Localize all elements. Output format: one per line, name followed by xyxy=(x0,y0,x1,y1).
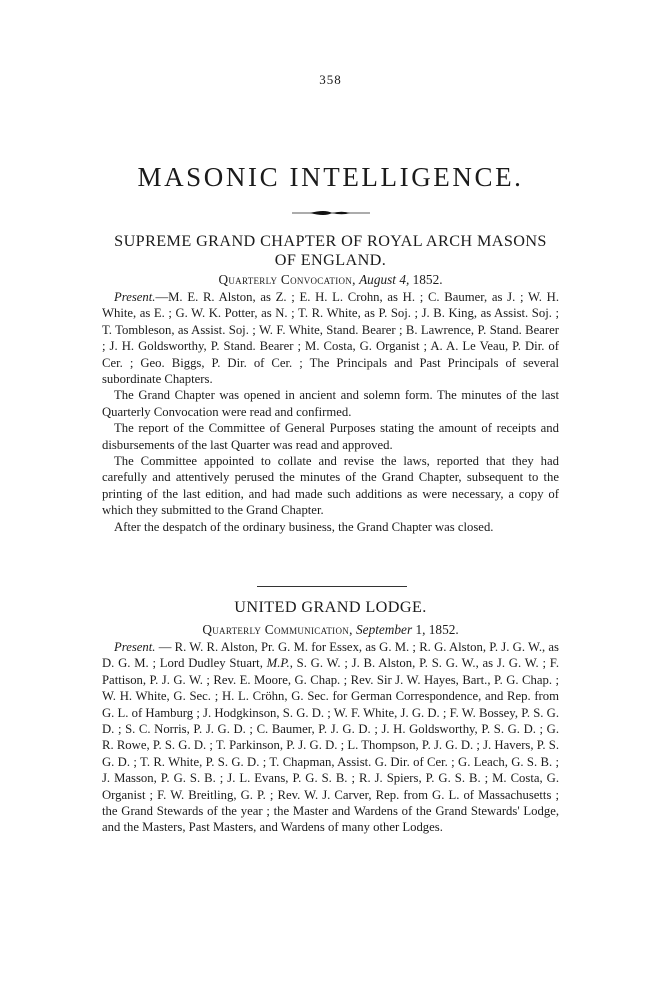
convocation-year: 1852. xyxy=(412,272,443,287)
page-number: 358 xyxy=(319,72,342,87)
communication-date: September xyxy=(356,622,413,637)
section-heading xyxy=(102,232,559,270)
present-paragraph xyxy=(102,639,559,836)
convocation-date: August 4, xyxy=(359,272,410,287)
section-royal-arch xyxy=(102,232,559,535)
mp-abbreviation: M.P. xyxy=(266,656,290,671)
section-divider xyxy=(257,586,407,587)
section-heading: UNITED GRAND LODGE. xyxy=(234,598,427,616)
present-label: Present. xyxy=(114,290,156,304)
present-label: Present. xyxy=(114,640,156,654)
present-text-part-1: — R. W. R. Alston, Pr. G. M. for Essex, as G. M. ; R. G. Alston, P. J. G. W., as D. G. M. ; Lord Dudley Stuart, xyxy=(102,640,559,671)
communication-subheading xyxy=(102,620,559,639)
paragraph: The report of the Committee of General Purposes stating the amount of receipts and disbursements of the last Quarter was read and approved. xyxy=(102,421,559,452)
section-body xyxy=(102,639,559,836)
section-body xyxy=(102,289,559,535)
convocation-subheading xyxy=(102,270,559,289)
heading-line-2: OF ENGLAND. xyxy=(274,251,387,269)
paragraph: After the despatch of the ordinary business, the Grand Chapter was closed. xyxy=(114,519,494,534)
communication-label: Quarterly Communication, xyxy=(202,622,353,637)
heading-line-1: SUPREME GRAND CHAPTER OF ROYAL ARCH MASONS xyxy=(114,232,547,250)
present-paragraph xyxy=(102,289,559,387)
present-text-part-2: , S. G. W. ; J. B. Alston, P. S. G. W., as J. G. W. ; F. Pattison, P. J. G. W. ; Rev. E. Moore, G. Chap. ; Rev. Sir J. W. Hayes, Bart., P. G. Chap. ; W. H. White, G. Sec. ; H. L. Cröhn, G. Sec. for German Correspondence, and Rep. from G. L. of Hamburg ; J. Hodgkinson, S. G. D. ; W. F. White, J. G. D. ; F. W. Bossey, P. S. G. D. ; S. C. Norris, P. J. G. D. ; C. Baumer, P. J. G. D. ; J. H. Goldsworthy, P. S. G. D. ; G. R. Rowe, P. S. G. D. ; T. Parkinson, P. J. G. D. ; L. Thompson, P. J. G. D. ; J. Havers, P. S. G. D. ; T. R. White, P. S. G. D. ; T. Chapman, Assist. G. Dir. of Cer. ; G. Leach, G. S. B. ; J. Masson, P. G. S. B. ; J. L. Evans, P. G. S. B. ; R. J. Spiers, P. G. S. B. ; M. Costa, G. Organist ; F. W. Breitling, G. P. ; Rev. W. J. Carver, Rep. from G. L. of Massachusetts ; the Grand Stewards of the year ; the Master and Wardens of the Grand Stewards' Lodge, and the Masters, Past Masters, and Wardens of many other Lodges. xyxy=(102,656,559,835)
convocation-label: Quarterly Convocation, xyxy=(218,272,356,287)
ornament-divider-icon xyxy=(290,208,372,218)
paragraph: The Grand Chapter was opened in ancient and solemn form. The minutes of the last Quarterly Convocation were read and confirmed. xyxy=(102,388,559,419)
main-title: MASONIC INTELLIGENCE. xyxy=(137,162,524,192)
paragraph: The Committee appointed to collate and revise the laws, reported that they had carefully and attentively perused the minutes of the Grand Chapter, subsequent to the printing of the last edition, and had made such additions as were necessary, a copy of which they submitted to the Grand Chapter. xyxy=(102,454,559,518)
section-grand-lodge xyxy=(102,598,559,836)
present-text: —M. E. R. Alston, as Z. ; E. H. L. Crohn, as H. ; C. Baumer, as J. ; W. H. White, as E. ; G. W. K. Potter, as N. ; T. R. White, as P. Soj. ; J. B. King, as Assist. Soj. ; T. Tombleson, as Assist. Soj. ; W. F. White, Stand. Bearer ; B. Lawrence, P. Stand. Bearer ; J. H. Goldsworthy, P. Stand. Bearer ; M. Costa, G. Organist ; A. A. Le Veau, P. Dir. of Cer. ; Geo. Biggs, P. Dir. of Cer. ; The Principals and Past Principals of several subordinate Chapters. xyxy=(102,290,559,387)
communication-year: 1, 1852. xyxy=(415,622,459,637)
